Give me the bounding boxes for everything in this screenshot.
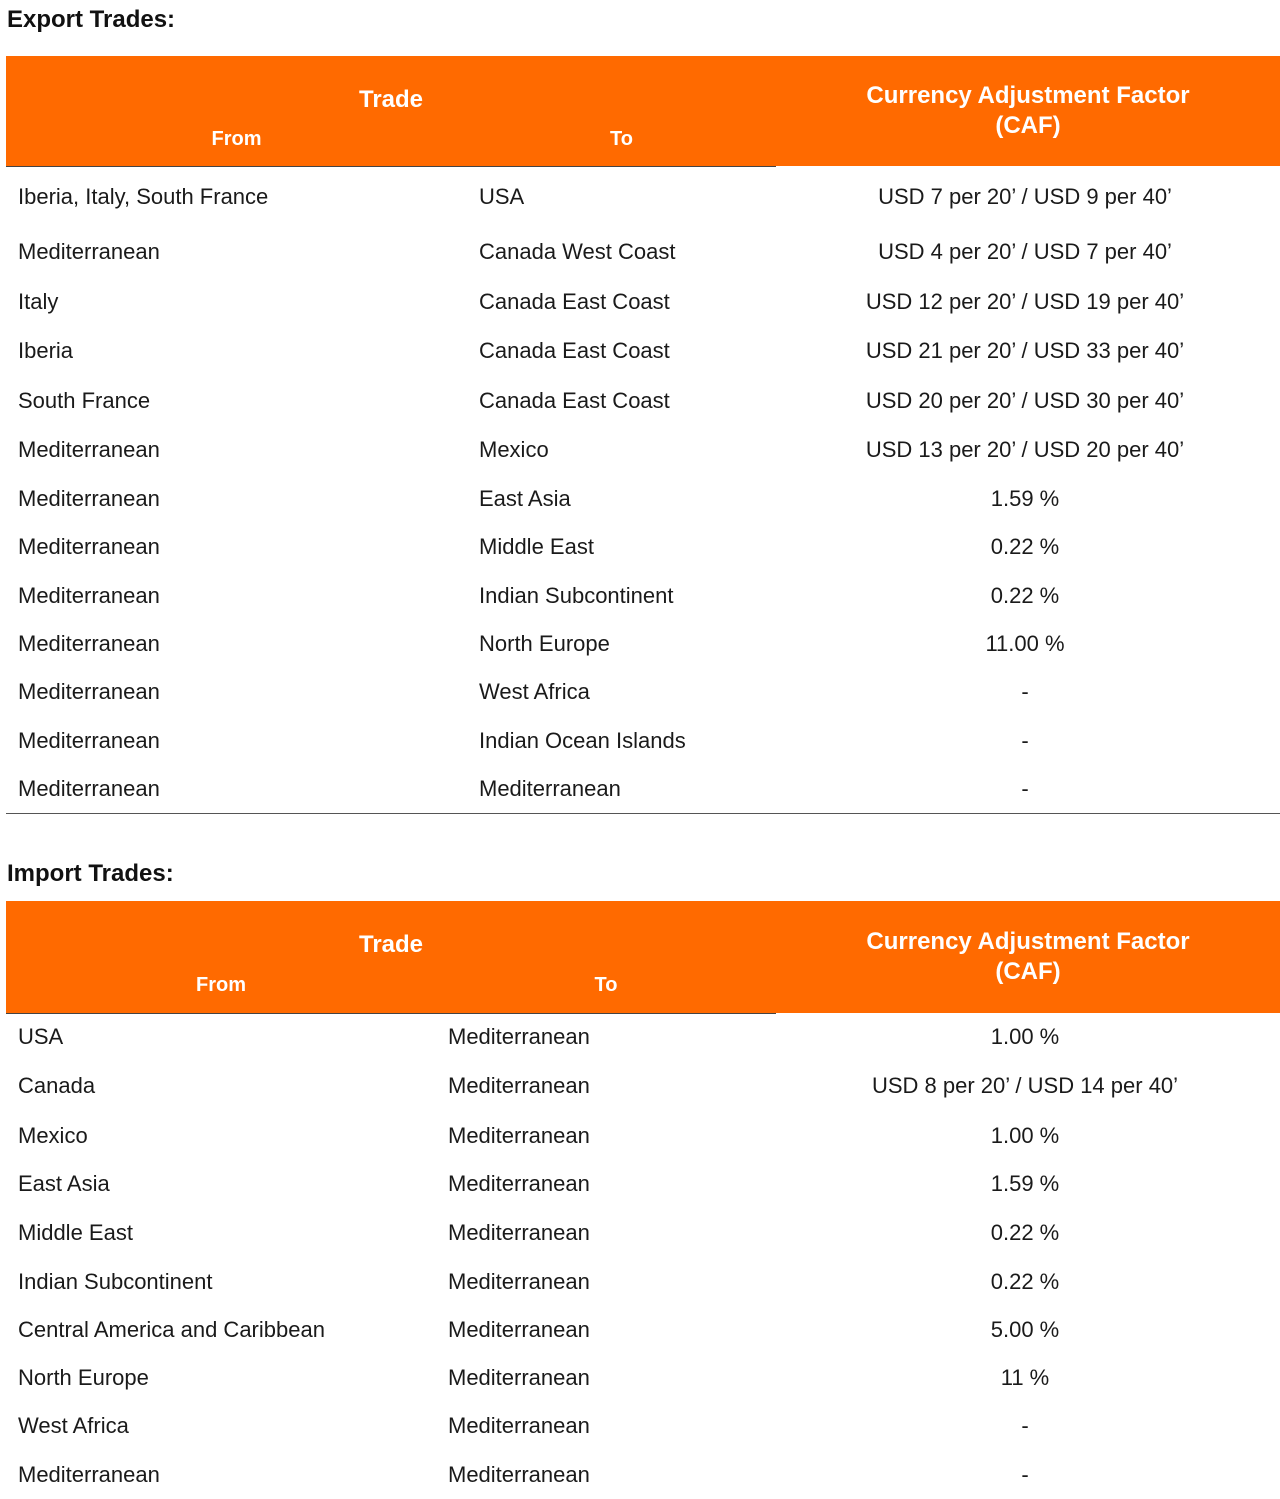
caf-cell: 1.59 % xyxy=(990,1171,1060,1196)
to-cell: USA xyxy=(479,183,525,209)
to-cell: West Africa xyxy=(479,678,590,704)
caf-header-line1: Currency Adjustment Factor xyxy=(866,82,1190,109)
caf-cell: 5.00 % xyxy=(990,1317,1060,1342)
caf-cell: 0.22 % xyxy=(990,582,1060,608)
caf-header-line1: Currency Adjustment Factor xyxy=(866,928,1190,955)
table-row xyxy=(6,1208,1280,1257)
to-cell: Mediterranean xyxy=(448,1073,590,1098)
to-header: To xyxy=(467,114,776,166)
caf-header-line2: (CAF) xyxy=(995,112,1061,139)
import-trades-title: Import Trades: xyxy=(7,860,174,887)
caf-cell: - xyxy=(1021,678,1029,704)
caf-cell: - xyxy=(1021,1413,1029,1438)
caf-cell: 0.22 % xyxy=(990,534,1060,559)
to-cell: Mediterranean xyxy=(448,1024,590,1050)
caf-cell: USD 7 per 20’ / USD 9 per 40’ xyxy=(878,183,1172,209)
from-cell: Mediterranean xyxy=(18,486,160,511)
from-cell: Mediterranean xyxy=(18,1461,160,1487)
caf-cell: 1.00 % xyxy=(990,1122,1060,1148)
from-cell: Mediterranean xyxy=(18,437,160,462)
table-row xyxy=(6,227,1280,277)
from-cell: South France xyxy=(18,387,151,413)
caf-cell: USD 21 per 20’ / USD 33 per 40’ xyxy=(865,338,1185,363)
table-row xyxy=(6,376,1280,425)
caf-cell: USD 8 per 20’ / USD 14 per 40’ xyxy=(871,1073,1179,1098)
to-cell: Indian Subcontinent xyxy=(479,582,674,608)
from-header: From xyxy=(6,959,436,1013)
table-row xyxy=(6,1160,1280,1208)
to-cell: Canada East Coast xyxy=(479,387,670,413)
from-cell: Mediterranean xyxy=(18,727,160,753)
to-cell: Mediterranean xyxy=(448,1413,590,1438)
from-cell: USA xyxy=(18,1024,64,1050)
table-row xyxy=(6,1354,1280,1402)
table-row xyxy=(6,620,1280,667)
to-cell: Mediterranean xyxy=(448,1122,590,1148)
export-trades-table xyxy=(6,56,1280,814)
caf-cell: USD 12 per 20’ / USD 19 per 40’ xyxy=(865,288,1185,314)
export-trades-title: Export Trades: xyxy=(7,6,176,33)
to-cell: Mediterranean xyxy=(448,1365,590,1390)
to-cell: Mexico xyxy=(479,437,549,462)
to-header: To xyxy=(436,959,776,1013)
to-cell: Canada East Coast xyxy=(479,288,670,314)
to-cell: North Europe xyxy=(479,630,610,656)
to-cell: Mediterranean xyxy=(448,1461,590,1487)
caf-cell: 0.22 % xyxy=(990,1268,1060,1294)
caf-cell: 1.59 % xyxy=(990,486,1060,511)
from-cell: East Asia xyxy=(18,1171,110,1196)
from-cell: Central America and Caribbean xyxy=(18,1317,325,1342)
table-row xyxy=(6,166,1280,227)
table-row xyxy=(6,1257,1280,1306)
from-cell: Mediterranean xyxy=(18,678,160,704)
from-cell: Mediterranean xyxy=(18,239,160,264)
from-cell: Iberia xyxy=(18,338,74,363)
table-row xyxy=(6,1013,1280,1061)
from-cell: Italy xyxy=(18,288,59,314)
caf-cell: 11 % xyxy=(1000,1365,1050,1390)
to-cell: Canada East Coast xyxy=(479,338,670,363)
caf-cell: 0.22 % xyxy=(990,1219,1060,1245)
table-row xyxy=(6,716,1280,765)
caf-cell: - xyxy=(1021,727,1029,753)
from-cell: Middle East xyxy=(18,1219,133,1245)
from-cell: Indian Subcontinent xyxy=(18,1268,213,1294)
trade-header: Trade xyxy=(6,56,776,114)
caf-cell: - xyxy=(1021,1461,1029,1487)
table-row xyxy=(6,571,1280,620)
from-cell: West Africa xyxy=(18,1413,129,1438)
table-row xyxy=(6,425,1280,475)
export-trades-body xyxy=(6,166,1280,813)
caf-header xyxy=(776,56,1280,166)
to-cell: Mediterranean xyxy=(448,1268,590,1294)
from-cell: Mediterranean xyxy=(18,775,160,801)
table-row xyxy=(6,1111,1280,1160)
table-row xyxy=(6,1450,1280,1499)
to-cell: Indian Ocean Islands xyxy=(479,727,686,753)
import-trades-body xyxy=(6,1013,1280,1499)
table-row xyxy=(6,1061,1280,1111)
to-cell: Mediterranean xyxy=(448,1317,590,1342)
table-row xyxy=(6,523,1280,571)
from-cell: Mediterranean xyxy=(18,582,160,608)
to-cell: Mediterranean xyxy=(448,1171,590,1196)
to-cell: Mediterranean xyxy=(448,1219,590,1245)
to-cell: Canada West Coast xyxy=(479,239,676,264)
import-trades-table xyxy=(6,901,1280,1499)
from-cell: Mediterranean xyxy=(18,630,160,656)
table-row xyxy=(6,277,1280,326)
caf-header xyxy=(776,901,1280,1013)
from-cell: Mediterranean xyxy=(18,534,160,559)
table-row xyxy=(6,1402,1280,1450)
to-cell: East Asia xyxy=(479,486,571,511)
caf-cell: 11.00 % xyxy=(985,630,1065,656)
trade-header: Trade xyxy=(6,901,776,959)
from-cell: Canada xyxy=(18,1073,96,1098)
caf-cell: USD 13 per 20’ / USD 20 per 40’ xyxy=(865,437,1185,462)
table-row xyxy=(6,1306,1280,1354)
caf-cell: USD 4 per 20’ / USD 7 per 40’ xyxy=(878,239,1172,264)
caf-cell: - xyxy=(1021,775,1029,801)
to-cell: Middle East xyxy=(479,534,594,559)
caf-header-line2: (CAF) xyxy=(995,958,1061,985)
from-header: From xyxy=(6,114,467,166)
table-row xyxy=(6,667,1280,716)
from-cell: Mexico xyxy=(18,1122,88,1148)
caf-cell: 1.00 % xyxy=(990,1024,1060,1049)
from-cell: North Europe xyxy=(18,1365,149,1390)
table-row xyxy=(6,326,1280,376)
table-row xyxy=(6,475,1280,523)
table-row xyxy=(6,765,1280,813)
from-cell: Iberia, Italy, South France xyxy=(18,183,269,209)
to-cell: Mediterranean xyxy=(479,775,621,801)
caf-cell: USD 20 per 20’ / USD 30 per 40’ xyxy=(865,387,1185,413)
